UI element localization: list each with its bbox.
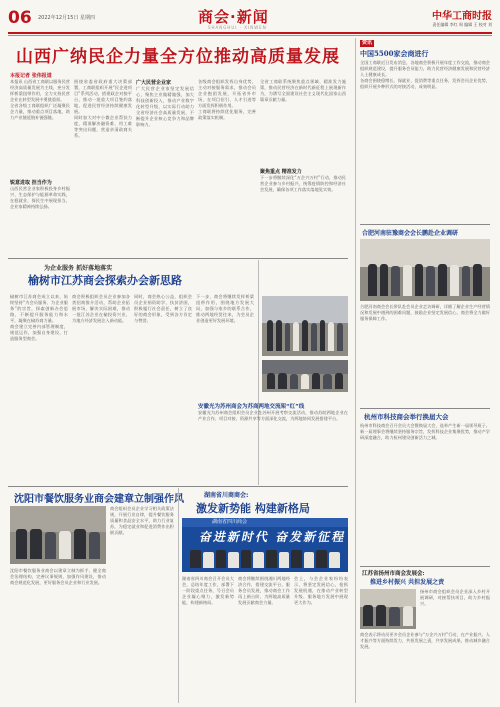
photo-yangzhou (360, 589, 416, 629)
photo-hefei (360, 239, 490, 301)
article-text: 杭州市科技商会召开会员大会暨换届大会，选举产生新一届领导班子。新一届理事会将继续坚持服务宗旨，发挥科技企业集聚优势，推动产学研深度融合，助力杭州建设创新活力之城。 (360, 423, 490, 440)
article-text: 围绕省委省政府重大决策部署，工商联组织开展“民企进项目”系列活动，搭建政企对接平台，推动一批重大项目签约落地，促进民营经济持续健康发展。 同时加大对中小微企业帮扶力度，精准解决融资难、用工难等突出问题，营造亲清政商关系。 (74, 79, 132, 138)
section-title: 商会·新闻 (198, 8, 269, 26)
right-story2-title: 合肥河南驻豫商会会长鹏赴企业调研 (362, 230, 459, 237)
article-text: 商会将继续围绕湘川两地经济合作，搭建交流平台，服务会员发展，推动商会工作再上新台阶，为两地高质量发展贡献商会力量。 (238, 576, 290, 605)
right-story4-title: 江苏省扬州市商会发展会: (362, 571, 425, 577)
photo-meeting (262, 360, 348, 392)
article-text: 本报讯 山西省工商联以服务民营经济高质量发展为主线，充分发挥桥梁纽带作用，全力支持民营企业在转型发展中勇挑重担。 全省各级工商联组织广泛凝聚民企力量，推动重点项目落地，助力产业链延链补链强链。 (10, 79, 70, 120)
article-text: 商会表示将动员更多会员企业参与“万企兴万村”行动，在产业振兴、人才振兴等方面持续发力，共担发展之责，共享发展成果，推动城乡融合发展。 (360, 632, 490, 649)
main-content (8, 38, 348, 703)
article-text: 合肥河南商会会长带队赴会员企业走访调研，详细了解企业生产经营情况和发展中遇到的困难问题，鼓励企业坚定发展信心，商会将全力做好服务保障工作。 (360, 304, 490, 321)
article-text: 会上，与会企业家纷纷表示，将坚定发展信心，抢抓发展机遇，在推动产业转型升级、服务地方发展中展现更大作为。 (294, 576, 348, 605)
article-text: 全省工商联系统聚焦重点领域、精准发力施策，推动民营经济在新时代新征程上展现新作为，为谱写全面建设社会主义现代化国家山西篇章贡献力量。 (260, 79, 346, 102)
right-story4-subtitle: 推进乡村振兴 共担发展之责 (370, 579, 445, 586)
story3-headline: 沈阳市餐饮服务业商会建章立制强作风 (14, 494, 184, 505)
divider (8, 258, 348, 259)
byline: 本报记者 张伟报道 (10, 73, 52, 79)
banner-slogan: 奋进新时代 奋发新征程 (198, 530, 348, 544)
article-text: 同时，商会热心公益，组织会员企业捐资助学、扶贫济困，积极履行社会责任，树立了良好的商会形象，受到各方肯定与赞誉。 (134, 294, 192, 323)
right-story1-title: 中国5500家会商进行 (360, 49, 429, 58)
section-subtitle: SHANGHUI · XINWEN (208, 25, 267, 30)
banner-top-text: 湖南省四川商会 (182, 518, 348, 527)
article-text: 下一步将继续深化“万企兴万村”行动，推动民营企业参与乡村振兴，统筹疫情防控和经济社会发展，确保各项工作落实落地见实效。 (260, 175, 346, 192)
article-text: 商会组织会员企业学习相关政策法规，开展行业自律，提升餐饮服务质量和食品安全水平，助力行业复苏，为稳定就业和促进消费作出积极贡献。 (110, 506, 174, 535)
header-rule (8, 32, 492, 34)
article-text: 湖南省四川商会召开会员大会，总结年度工作，部署下一阶段重点任务，号召会员企业凝心聚力，激发新势能，构建新格局。 (182, 576, 234, 605)
divider (360, 224, 490, 225)
page-header (8, 6, 492, 34)
subhead-c: 聚焦重点 精准发力 (260, 169, 302, 175)
subhead-a: 锐意进取 担当作为 (10, 180, 52, 186)
divider (360, 566, 490, 567)
divider (360, 408, 490, 409)
main-headline: 山西广纳民企力量全方位推动高质量发展 (16, 47, 340, 67)
article-text: 全国工商联近日发布消息，各地商会积极开展年度工作交流，推动商会组织规范建设，提升服务会员能力，助力民营经济健康发展和民营经济人士健康成长。 各商会围绕稳增长、保就业、促消费等重点任务，发挥会员企业优势，组织开展多种形式的对接活动，成效明显。 (360, 60, 490, 89)
page-number: 06 (8, 8, 32, 28)
story4-headline: 激发新势能 构建新格局 (196, 502, 310, 515)
date-line: 2022年12月15日 星期四 (38, 15, 96, 21)
article-text: 山西民营企业家积极投身乡村振兴、生态保护与能源革命实践，在稳就业、保民生中展现担当，企业家精神持续弘扬。 (10, 186, 70, 209)
photo-delegation (262, 296, 348, 356)
divider (8, 486, 348, 487)
article-text: 各级商会组织发挥自身优势，主动对接服务需求，推动会员企业抱团发展，开拓省外市场，在项目招引、人才引进等方面发挥积极作用。 工商联将持续优化服务，完善政策落实机制。 (198, 79, 256, 120)
right-story3-title: 杭州市科技商会举行换届大会 (364, 413, 449, 421)
article-text: 扬州市商会组织会员企业深入乡村开展调研，对接帮扶项目，助力乡村振兴。 (420, 589, 490, 606)
photo-shenyang (10, 506, 106, 564)
photo-banner (182, 518, 348, 572)
story2-kicker: 为企业服务 抓好落地落实 (44, 265, 113, 272)
article-text: 榆树市江苏商会成立以来，始终坚持“为会员服务、为企业服务”的宗旨，探索创新办会思路，不断提升服务能力和水平，凝聚在榆苏商力量。 商会建立完善内部管理制度，规范运作，加强自身建设，打造服务型商会。 (10, 294, 68, 341)
editor-credits: 责任编辑 李红 周 编辑 王 校对 刘 (432, 22, 492, 27)
story4-caption: 安徽光为苏州商会为苏商两地交流架“红”线 (198, 404, 305, 410)
article-text: 商会积极组织会员企业参加各类招商推介活动，帮助企业拓展市场，解决实际困难，推动一批江苏企业在榆投资兴业，为地方经济发展注入新动能。 (72, 294, 130, 323)
article-text: 安徽光为苏州商会组织会员企业赴苏州开展考察交流活动，推动苏皖两地企业在产业合作、项目对接、资源共享等方面深化交流，为两地协同发展搭建平台。 (198, 410, 348, 421)
news-tag: 资讯 (362, 40, 373, 46)
article-text: 沈阳市餐饮服务业商会以建章立制为抓手，健全商会治理结构，完善议事规则，加强作风建设，推动商会规范化发展，更好服务会员企业和行业发展。 (10, 568, 106, 585)
article-text: 下一步，商会将继续发挥桥梁纽带作用，围绕地方发展大局，加强与家乡的联系合作，推动两地经贸往来，为会员企业创造更好发展环境。 (196, 294, 254, 323)
subhead-b: 广大民营企业家 (136, 80, 172, 86)
masthead-brand: 中华工商时报 (432, 11, 492, 22)
article-text: 广大民营企业家坚定发展信心，聚焦主业做精做强，加大科技创新投入，推动产业数字化转型升级，以实际行动助力全省经济社会高质量发展，不断提升企业核心竞争力和品牌影响力。 (136, 86, 194, 127)
column-divider (178, 488, 179, 703)
story2-headline: 榆树市江苏商会探索办会新思路 (28, 274, 182, 287)
right-column (355, 38, 492, 703)
story4-kicker: 湖南省川商商会: (204, 492, 249, 499)
header-rule-thin (8, 35, 492, 36)
